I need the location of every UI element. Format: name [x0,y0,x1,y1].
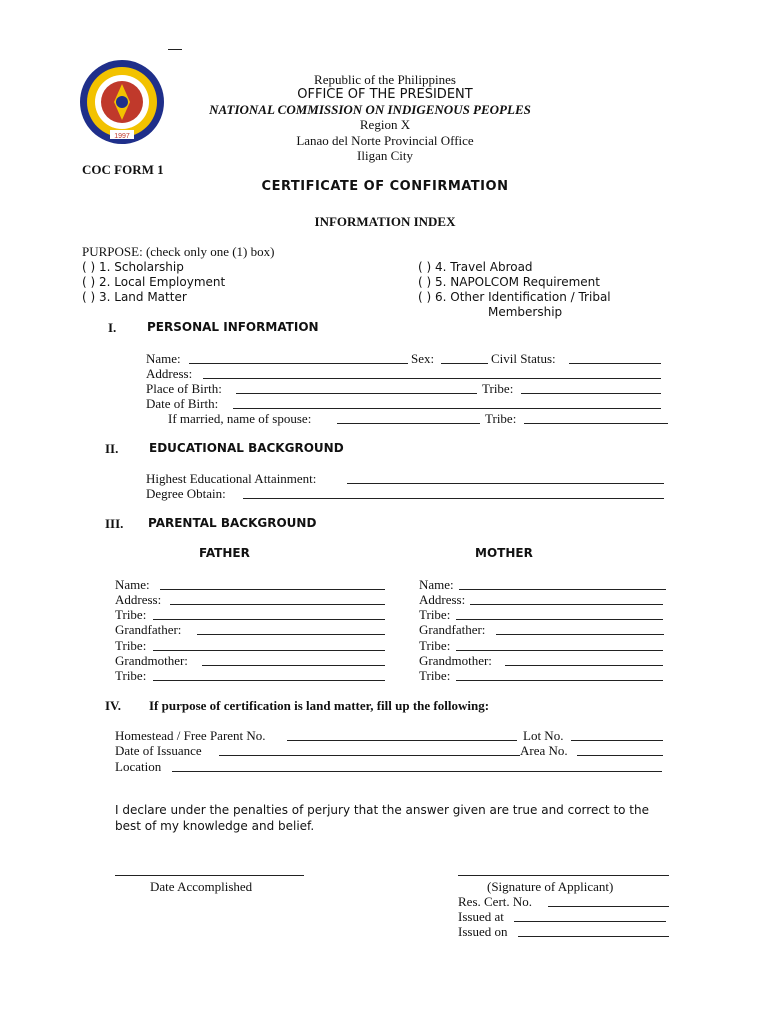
header-dash [168,49,182,50]
section-1-number: I. [108,320,117,335]
land-lot-label: Lot No. [523,728,564,743]
edu-attainment-field[interactable] [347,483,664,484]
personal-tribe-field[interactable] [521,393,661,394]
declaration-line-1: I declare under the penalties of perjury that the answer given are true and correct to the [115,803,649,817]
father-grandfather-tribe-field[interactable] [153,650,385,651]
personal-sex-field[interactable] [441,363,488,364]
purpose-label: PURPOSE: (check only one (1) box) [82,244,275,259]
issued-on-label: Issued on [458,924,508,939]
father-grandmother-field[interactable] [202,665,385,666]
land-area-label: Area No. [520,743,568,758]
edu-degree-field[interactable] [243,498,664,499]
header-commission: NATIONAL COMMISSION ON INDIGENOUS PEOPLES [209,102,531,117]
land-area-field[interactable] [577,755,663,756]
land-location-label: Location [115,759,162,774]
father-address-field[interactable] [170,604,385,605]
mother-name-field[interactable] [459,589,666,590]
header-republic: Republic of the Philippines [314,72,456,87]
personal-spouse-tribe-label: Tribe: [485,411,517,426]
mother-address-field[interactable] [470,604,663,605]
father-name-field[interactable] [160,589,385,590]
mother-grandfather-tribe-label: Tribe: [419,638,451,653]
page-title: CERTIFICATE OF CONFIRMATION [261,179,509,194]
declaration-line-2: best of my knowledge and belief. [115,819,315,833]
mother-name-label: Name: [419,577,454,592]
personal-address-field[interactable] [203,378,661,379]
res-cert-label: Res. Cert. No. [458,894,533,909]
ncip-seal-logo [78,58,166,146]
personal-birthdate-label: Date of Birth: [146,396,219,411]
father-name-label: Name: [115,577,150,592]
personal-spouse-label: If married, name of spouse: [168,411,312,426]
personal-spouse-tribe-field[interactable] [524,423,668,424]
mother-grandfather-field[interactable] [496,634,664,635]
section-2-number: II. [105,441,119,456]
header-provincial-office: Lanao del Norte Provincial Office [296,133,474,148]
personal-sex-label: Sex: [411,351,435,366]
section-4-number: IV. [105,698,122,713]
personal-birthdate-field[interactable] [233,408,661,409]
signature-label: (Signature of Applicant) [487,879,614,894]
father-grandmother-tribe-label: Tribe: [115,668,147,683]
father-tribe-label: Tribe: [115,607,147,622]
father-tribe-field[interactable] [153,619,385,620]
father-address-label: Address: [115,592,162,607]
personal-name-field[interactable] [189,363,408,364]
personal-civil-status-field[interactable] [569,363,661,364]
header-city: Iligan City [357,148,413,163]
father-grandmother-label: Grandmother: [115,653,188,668]
mother-grandmother-tribe-field[interactable] [456,680,663,681]
issued-at-field[interactable] [514,921,666,922]
date-accomplished-label: Date Accomplished [150,879,253,894]
section-3-number: III. [105,516,124,531]
land-issuance-field[interactable] [219,755,520,756]
father-grandfather-tribe-label: Tribe: [115,638,147,653]
purpose-option-5[interactable]: ( ) 5. NAPOLCOM Requirement [418,275,600,289]
mother-grandmother-label: Grandmother: [419,653,492,668]
mother-heading: MOTHER [475,546,533,560]
mother-grandfather-tribe-field[interactable] [456,650,663,651]
mother-grandfather-label: Grandfather: [419,622,486,637]
issued-at-label: Issued at [458,909,504,924]
purpose-option-2[interactable]: ( ) 2. Local Employment [82,275,226,289]
personal-civil-status-label: Civil Status: [491,351,556,366]
header-office: OFFICE OF THE PRESIDENT [297,87,473,102]
mother-grandmother-field[interactable] [505,665,663,666]
section-3-title: PARENTAL BACKGROUND [148,516,317,530]
father-grandfather-field[interactable] [197,634,385,635]
mother-tribe-field[interactable] [456,619,663,620]
purpose-option-3[interactable]: ( ) 3. Land Matter [82,290,187,304]
mother-tribe-label: Tribe: [419,607,451,622]
father-grandmother-tribe-field[interactable] [153,680,385,681]
section-4-title: If purpose of certification is land matter, fill up the following: [149,698,490,713]
mother-address-label: Address: [419,592,466,607]
purpose-option-6-cont: Membership [488,305,563,319]
land-issuance-label: Date of Issuance [115,743,202,758]
land-lot-field[interactable] [571,740,663,741]
personal-spouse-field[interactable] [337,423,480,424]
edu-degree-label: Degree Obtain: [146,486,226,501]
applicant-signature-field[interactable] [458,875,669,876]
personal-name-label: Name: [146,351,181,366]
section-1-title: PERSONAL INFORMATION [147,320,319,334]
page-subtitle: INFORMATION INDEX [314,214,456,229]
purpose-option-6[interactable]: ( ) 6. Other Identification / Tribal [418,290,611,304]
purpose-option-1[interactable]: ( ) 1. Scholarship [82,260,184,274]
issued-on-field[interactable] [518,936,669,937]
form-code: COC FORM 1 [82,162,164,177]
res-cert-field[interactable] [548,906,669,907]
father-heading: FATHER [199,546,250,560]
date-accomplished-field[interactable] [115,875,304,876]
personal-address-label: Address: [146,366,193,381]
purpose-option-4[interactable]: ( ) 4. Travel Abroad [418,260,533,274]
father-grandfather-label: Grandfather: [115,622,182,637]
header-region: Region X [359,117,411,132]
edu-attainment-label: Highest Educational Attainment: [146,471,317,486]
personal-tribe-label: Tribe: [482,381,514,396]
land-homestead-field[interactable] [287,740,517,741]
logo-year: 1997 [114,133,130,140]
land-location-field[interactable] [172,771,662,772]
mother-grandmother-tribe-label: Tribe: [419,668,451,683]
personal-birthplace-field[interactable] [236,393,477,394]
land-homestead-label: Homestead / Free Parent No. [115,728,266,743]
section-2-title: EDUCATIONAL BACKGROUND [149,441,344,455]
personal-birthplace-label: Place of Birth: [146,381,222,396]
